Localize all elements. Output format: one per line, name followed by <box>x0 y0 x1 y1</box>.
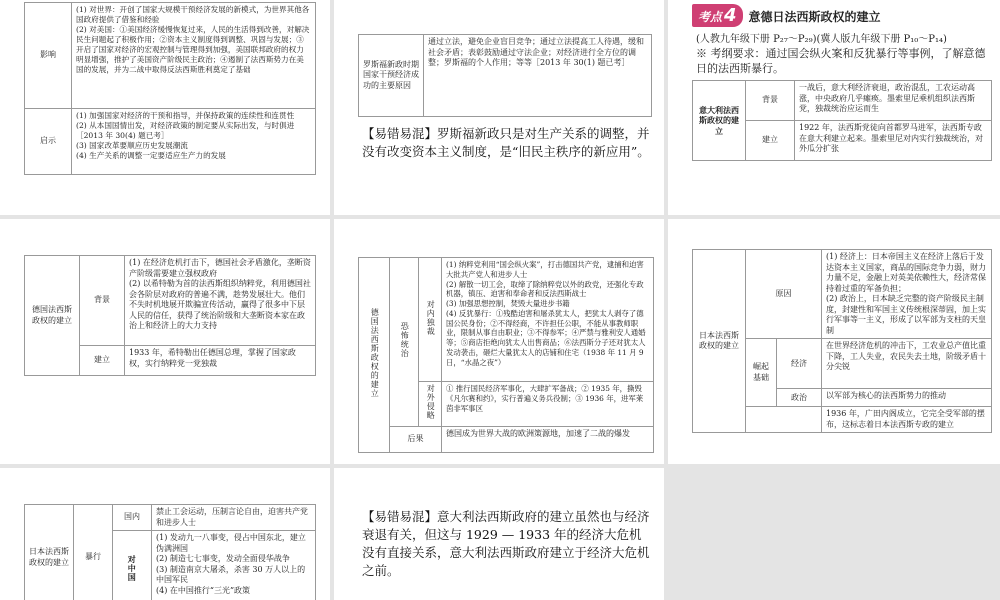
easy-mistake-note-2: 【易错易混】意大利法西斯政府的建立虽然也与经济衰退有关，但这与 1929 — 1933 年的经济大危机没有直接关系，意大利法西斯政府建立于经济大危机之前。 <box>362 509 650 579</box>
germany-bg-label: 背景 <box>80 256 125 346</box>
econ-text: 在世界经济危机的冲击下，工农业总产值比重下降，工人失业，农民失去土地，阶级矛盾十分尖锐 <box>822 339 992 389</box>
kaodian-source: (人教九年级下册 P₂₇～P₂₉)(冀人版九年级下册 P₁₀～P₁₄) <box>696 34 947 45</box>
easy-mistake-note-1: 【易错易混】罗斯福新政只是对生产关系的调整，并没有改变资本主义制度，是“旧民主秩序的新应用”。 <box>362 126 650 160</box>
china-text: (1) 发动九一八事变，侵占中国东北，建立伪满洲国 (2) 制造七七事变，发动全面侵华战争 (3) 制造南京大屠杀，杀害 30 万人以上的中国军民 (4) 在中国推行“三光”政策 <box>152 531 316 600</box>
germany-row-label: 德国法西斯政权的建立 <box>25 256 80 376</box>
kaodian-tag: 考点 4 <box>692 4 743 27</box>
enlight-text: (1) 加强国家对经济的干预和指导，并保持政策的连续性和连贯性 (2) 从本国国情出发，对经济政策的制定要从实际出发，与时俱进［2013 年 30(4) 题已考］ (3) 国家改革要顺应历史发展潮流 (4) 生产关系的调整一定要适应生产力的发展 <box>72 109 316 175</box>
germany-bg-text: (1) 在经济危机打击下，德国社会矛盾激化，垄断资产阶级需要建立强权政府 (2) 以希特勒为首的法西斯组织纳粹党，利用德国社会各阶层对政府的普遍不满，趁势发展壮大。他们不失时机地展开欺骗宣传活动，赢得了很多中下层人民的信任，获得了统治阶级和大垄断资本家在政治上和经济上的大力支持 <box>125 256 316 346</box>
origin-label: 原因 <box>746 250 822 339</box>
reasons-label: 罗斯福新政时期国家干预经济成功的主要原因 <box>359 35 424 117</box>
impact-text: (1) 对世界：开创了国家大规模干预经济发展的新模式，为世界其他各国政府提供了借鉴和经验 (2) 对美国：①美国经济缓慢恢复过来，人民的生活得到改善，对解决民生问题起了积极作用；②资本主义制度得到调整、巩固与发展；③开启了国家对经济的宏观控制与管理得到加强，美国联邦政府的权力明显增强，推护了美国资产阶级民主政治；④遏制了法西斯势力在美国的发展，并为二战中取得反法西斯胜利奠定了基础 <box>72 3 316 109</box>
outer-label: 对外侵略 <box>419 382 442 427</box>
kaodian-requirement: ※ 考纲要求：通过国会纵火案和反犹暴行等事例，了解意德日的法西斯暴行。 <box>696 47 986 76</box>
panel-germany-terror <box>334 219 664 464</box>
rise-label: 崛起基础 <box>746 339 777 407</box>
panel-japan-atrocities <box>0 468 330 600</box>
pol-label: 政治 <box>777 389 822 407</box>
domestic-label: 国内 <box>113 505 152 531</box>
italy-row-label: 意大利法西斯政权的建立 <box>693 81 746 161</box>
japan-row-label: 日本法西斯政权的建立 <box>693 250 746 433</box>
panel-germany-background <box>0 219 330 464</box>
italy-est-text: 1922 年，法西斯党徒向首都罗马进军，法西斯专政在意大利建立起来。墨索里尼对内实行独裁统治，对外瓜分扩张 <box>795 121 992 161</box>
panel-italy-note <box>334 468 664 600</box>
italy-est-label: 建立 <box>746 121 795 161</box>
impact-label: 影响 <box>25 3 72 109</box>
after-label: 后果 <box>390 426 442 452</box>
domestic-text: 禁止工会运动，压制言论自由，迫害共产党和进步人士 <box>152 505 316 531</box>
japan-est-text: 1936 年，广田内阁成立，它完全受军部的摆布，这标志着日本法西斯专政的建立 <box>822 407 992 433</box>
impact-table <box>24 2 316 175</box>
after-text: 德国成为世界大战的欧洲策源地，加速了二战的爆发 <box>442 426 654 452</box>
inner-label: 对内独裁 <box>419 258 442 382</box>
germany-est-text: 1933 年，希特勒出任德国总理，掌握了国家政权，实行纳粹党一党独裁 <box>125 346 316 376</box>
kaodian-header <box>692 4 992 27</box>
panel-new-deal-reasons <box>334 0 664 215</box>
italy-table <box>692 80 992 161</box>
enlight-label: 启示 <box>25 109 72 175</box>
germany-est-label: 建立 <box>80 346 125 376</box>
kaodian-title: 意德日法西斯政权的建立 <box>748 10 881 24</box>
germany-terror-table <box>358 257 654 453</box>
pol-text: 以军部为核心的法西斯势力的推动 <box>822 389 992 407</box>
italy-bg-text: 一战后，意大利经济衰退，政治混乱，工农运动高涨，中央政府几乎瘫痪。墨索里尼乘机组织法西斯党，独裁统治应运而生 <box>795 81 992 121</box>
origin-text: (1) 经济上：日本帝国主义在经济上落后于发达资本主义国家，商品的国际竞争力弱，财力力量不足，金融上对英美依赖性大，经济常保持着过重的军备负担； (2) 政治上，日本缺乏完整的资产阶级民主制度，封建性和军国主义传统根深蒂固，加上实行军事等一主义，形成了以军部为支柱的天皇制 <box>822 250 992 339</box>
germany2-row-label: 德国法西斯政权的建立 <box>359 258 390 453</box>
panel-new-deal-impact <box>0 0 330 215</box>
japan-rise-table <box>692 249 992 433</box>
atro-label: 暴行 <box>74 505 113 600</box>
reasons-text: 通过立法，避免企业盲目竞争；通过立法提高工人待遇，缓和社会矛盾；表彰鼓励通过守法企业；对经济进行全方位的调整；罗斯福的个人作用；等等［2013 年 30(1) 题已考］ <box>424 35 652 117</box>
econ-label: 经济 <box>777 339 822 389</box>
outer-text: ① 推行国民经济军事化，大肆扩军备战；② 1935 年，撕毁《凡尔赛和约》，实行普遍义务兵役制；③ 1936 年，进军莱茵非军事区 <box>442 382 654 427</box>
italy-bg-label: 背景 <box>746 81 795 121</box>
inner-text: (1) 纳粹党利用“国会纵火案”，打击德国共产党，逮捕和迫害大批共产党人和进步人士 (2) 解散一切工会，取缔了除纳粹党以外的政党，还强化专政机器，镇压、迫害和奉命者和反法西斯战士 (3) 加强思想控制，焚毁大量进步书籍 (4) 反犹暴行：①残酷迫害和屠杀犹太人，把犹太人剥夺了德国公民身份；②不得经商，不许担任公职，不能从事教师职业，限制从事自由职业；③不得参军；④严禁与雅利安人通婚等；⑤商店拒绝向犹太人出售商品；⑥法西斯分子还对犹太人发动袭击，砸烂大量犹太人的店铺和住宅（1938 年 11 月 9 日，“水晶之夜”） <box>442 258 654 382</box>
japan2-row-label: 日本法西斯政权的建立 <box>25 505 74 600</box>
reasons-table <box>358 34 652 117</box>
panel-italy-fascism <box>668 0 1000 215</box>
panel-japan-rise <box>668 219 1000 464</box>
germany-bg-table <box>24 255 316 376</box>
china-label: 对中国 <box>113 531 152 600</box>
terror-label: 恐怖统治 <box>390 258 419 427</box>
est-spacer <box>746 407 822 433</box>
japan-atro-table <box>24 504 316 600</box>
